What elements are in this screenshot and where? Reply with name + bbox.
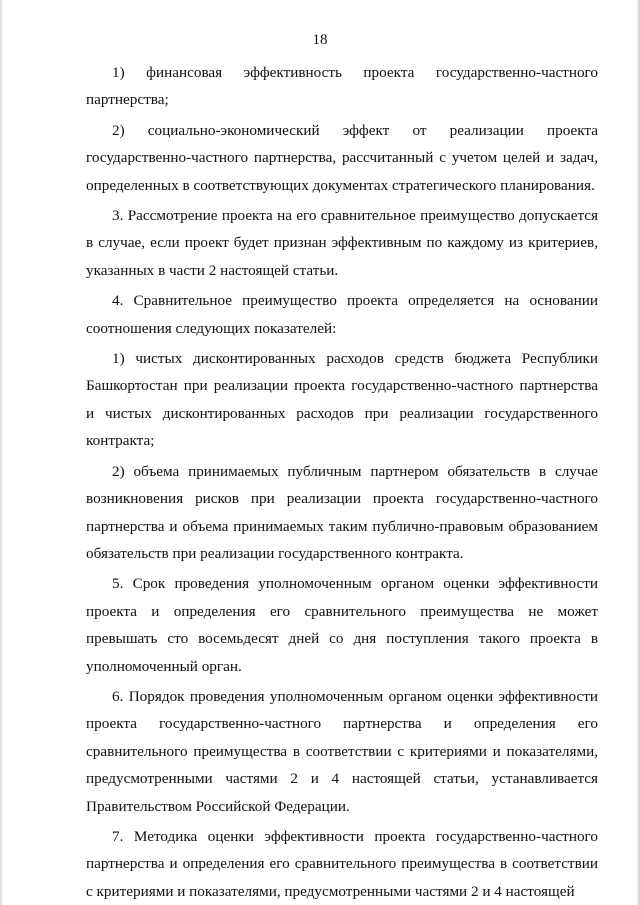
- paragraph-part-4-item-1: 1) чистых дисконтированных расходов средств бюджета Республики Башкортостан при реализации проекта государственно-частного партнерства и чистых дисконтированных расходов при реализации государственного контракта;: [86, 350, 598, 450]
- paragraph-part-4: 4. Сравнительное преимущество проекта определяется на основании соотношения следующих показателей:: [86, 292, 598, 337]
- paragraph-part-3: 3. Рассмотрение проекта на его сравнительное преимущество допускается в случае, если проект будет признан эффективным по каждому из критериев, указанных в части 2 настоящей статьи.: [86, 207, 598, 279]
- page-number: 18: [312, 32, 328, 48]
- paragraph-part-7: 7. Методика оценки эффективности проекта государственно-частного партнерства и определения его сравнительного преимущества в соответствии с критериями и показателями, предусмотренными частями 2 и 4 настоящей: [86, 827, 598, 900]
- document-body: [86, 59, 598, 905]
- scan-edge-right: [636, 0, 640, 905]
- paragraph-item-2: 2) социально-экономический эффект от реализации проекта государственно-частного партнерства, рассчитанный с учетом целей и задач, определенных в соответствующих документах стратегического планирования.: [86, 121, 598, 194]
- paragraph-part-6: 6. Порядок проведения уполномоченным органом оценки эффективности проекта государственно-частного партнерства и определения его сравнительного преимущества в соответствии с критериями и показателями, предусмотренными частями 2 и 4 настоящей статьи, устанавливается Правительством Российской Федерации.: [86, 687, 598, 815]
- scan-edge-left: [0, 0, 3, 905]
- paragraph-part-5: 5. Срок проведения уполномоченным органом оценки эффективности проекта и определения его сравнительного преимущества не может превышать сто восемьдесят дней со дня поступления такого проекта в уполномоченный орган.: [86, 575, 598, 675]
- paragraph-item-1: 1) финансовая эффективность проекта государственно-частного партнерства;: [86, 64, 598, 109]
- paragraph-part-4-item-2: 2) объема принимаемых публичным партнером обязательств в случае возникновения рисков при реализации проекта государственно-частного партнерства и объема принимаемых таким публично-правовым образованием обязательств при реализации государственного контракта.: [86, 462, 598, 562]
